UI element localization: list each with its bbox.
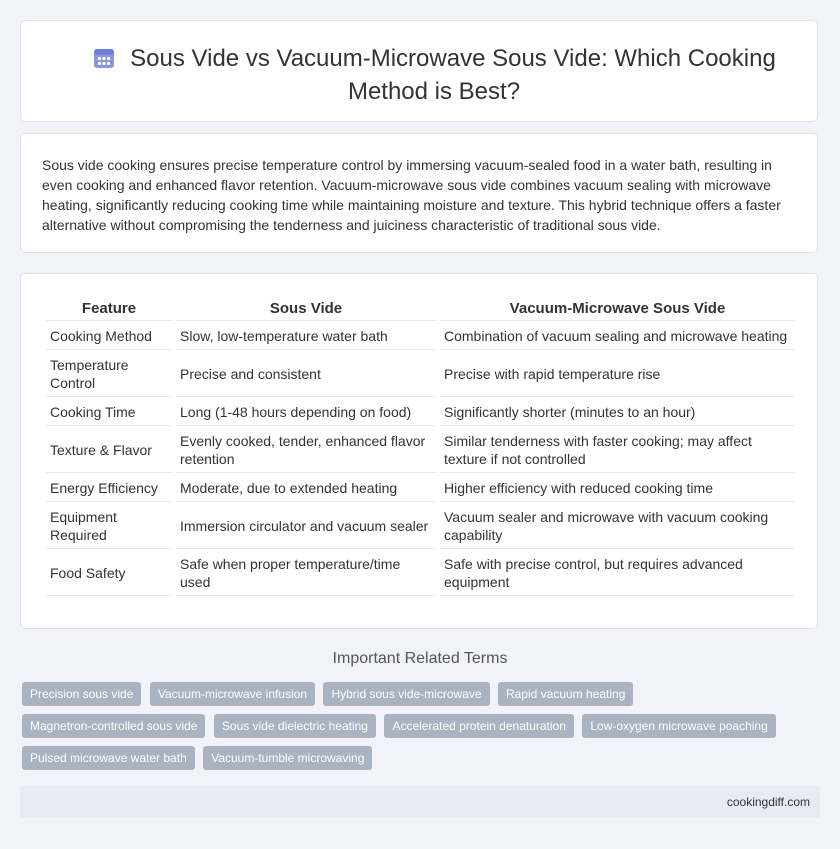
table-header-row: [46, 297, 795, 321]
intro-paragraph: Sous vide cooking ensures precise temperature control by immersing vacuum-sealed food in a water bath, resulting in even cooking and enhanced flavor retention. Vacuum-microwave sous vide combines vacuum sealing with microwave heating, significantly reducing cooking time while maintaining moisture and texture. This hybrid technique offers a faster alternative without compromising the tenderness and juiciness characteristic of traditional sous vide.: [42, 157, 781, 233]
related-term-tag[interactable]: Precision sous vide: [22, 682, 141, 706]
cell-vacuum-microwave: Safe with precise control, but requires advanced equipment: [440, 551, 795, 596]
related-terms-title: Important Related Terms: [332, 650, 508, 667]
related-term-tag[interactable]: Accelerated protein denaturation: [384, 714, 573, 738]
table-row: [46, 399, 795, 426]
related-terms-list: [22, 682, 812, 778]
cell-feature: Food Safety: [46, 551, 172, 596]
cell-vacuum-microwave: Vacuum sealer and microwave with vacuum cooking capability: [440, 504, 795, 549]
cell-feature: Energy Efficiency: [46, 475, 172, 502]
related-term-tag[interactable]: Vacuum-tumble microwaving: [203, 746, 372, 770]
cell-sous-vide: Long (1-48 hours depending on food): [176, 399, 436, 426]
cell-feature: Temperature Control: [46, 352, 172, 397]
header-vacuum-microwave: Vacuum-Microwave Sous Vide: [440, 297, 795, 321]
table-row: [46, 504, 795, 549]
cell-vacuum-microwave: Similar tenderness with faster cooking; may affect texture if not controlled: [440, 428, 795, 473]
calendar-icon: [92, 46, 116, 77]
cell-feature: Equipment Required: [46, 504, 172, 549]
related-term-tag[interactable]: Pulsed microwave water bath: [22, 746, 195, 770]
cell-sous-vide: Slow, low-temperature water bath: [176, 323, 436, 350]
related-term-tag[interactable]: Magnetron-controlled sous vide: [22, 714, 205, 738]
cell-sous-vide: Evenly cooked, tender, enhanced flavor retention: [176, 428, 436, 473]
related-term-tag[interactable]: Hybrid sous vide-microwave: [323, 682, 489, 706]
footer-site-link[interactable]: cookingdiff.com: [726, 795, 810, 809]
table-row: [46, 551, 795, 596]
related-term-tag[interactable]: Sous vide dielectric heating: [214, 714, 376, 738]
header-sous-vide: Sous Vide: [176, 297, 436, 321]
cell-feature: Cooking Method: [46, 323, 172, 350]
cell-sous-vide: Precise and consistent: [176, 352, 436, 397]
cell-vacuum-microwave: Precise with rapid temperature rise: [440, 352, 795, 397]
footer: [20, 786, 820, 818]
cell-feature: Texture & Flavor: [46, 428, 172, 473]
cell-vacuum-microwave: Higher efficiency with reduced cooking time: [440, 475, 795, 502]
page-title-wrap: [81, 44, 787, 106]
cell-vacuum-microwave: Significantly shorter (minutes to an hour): [440, 399, 795, 426]
intro-card: [20, 133, 818, 253]
header-feature: Feature: [46, 297, 172, 321]
comparison-table: [42, 295, 799, 598]
title-card: [20, 20, 818, 122]
related-term-tag[interactable]: Low-oxygen microwave poaching: [582, 714, 775, 738]
cell-feature: Cooking Time: [46, 399, 172, 426]
table-row: [46, 428, 795, 473]
table-row: [46, 352, 795, 397]
cell-sous-vide: Moderate, due to extended heating: [176, 475, 436, 502]
cell-sous-vide: Safe when proper temperature/time used: [176, 551, 436, 596]
related-term-tag[interactable]: Vacuum-microwave infusion: [150, 682, 315, 706]
table-row: [46, 323, 795, 350]
page-title: Sous Vide vs Vacuum-Microwave Sous Vide: Which Cooking Method is Best?: [130, 45, 776, 105]
cell-vacuum-microwave: Combination of vacuum sealing and microwave heating: [440, 323, 795, 350]
cell-sous-vide: Immersion circulator and vacuum sealer: [176, 504, 436, 549]
related-term-tag[interactable]: Rapid vacuum heating: [498, 682, 633, 706]
table-row: [46, 475, 795, 502]
comparison-card: [20, 273, 818, 629]
